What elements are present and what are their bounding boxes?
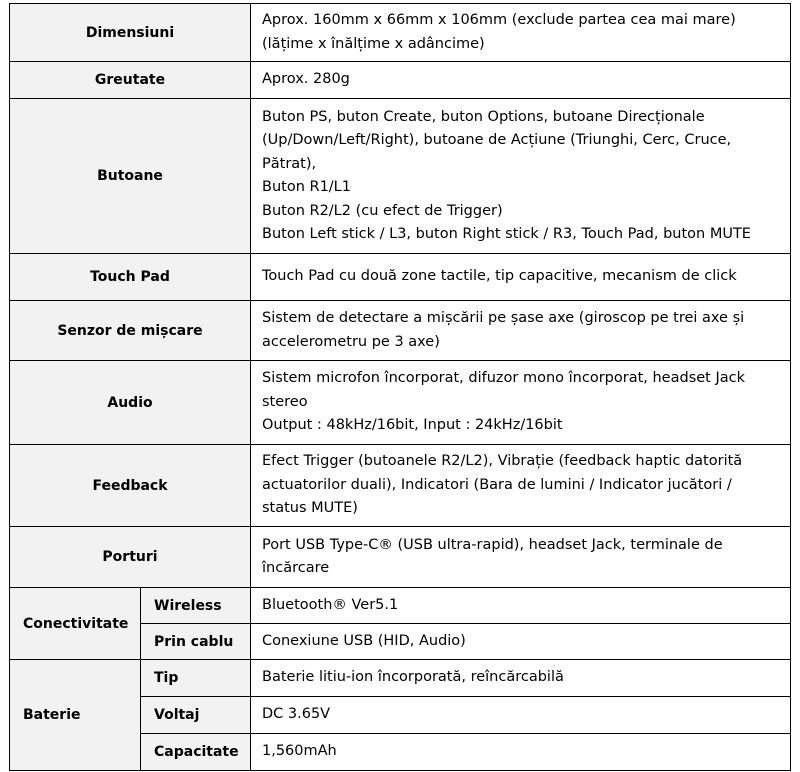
label-wireless: Wireless	[141, 588, 251, 624]
label-tip: Tip	[141, 660, 251, 697]
value-line: Efect Trigger (butoanele R2/L2), Vibrație (feedback haptic datorită	[262, 453, 743, 470]
label-dimensiuni: Dimensiuni	[10, 4, 251, 62]
row-butoane	[10, 99, 791, 254]
row-baterie-tip	[10, 660, 791, 697]
label-prin-cablu: Prin cablu	[141, 624, 251, 660]
value-porturi	[251, 527, 791, 588]
label-feedback: Feedback	[10, 445, 251, 527]
value-line: Buton R2/L2 (cu efect de Trigger)	[262, 202, 503, 219]
value-wireless: Bluetooth® Ver5.1	[251, 588, 791, 624]
value-line: actuatorilor duali), Indicatori (Bara de lumini / Indicator jucători /	[262, 476, 732, 493]
label-audio: Audio	[10, 361, 251, 445]
value-line: Sistem microfon încorporat, difuzor mono încorporat, headset Jack	[262, 370, 745, 387]
value-voltaj: DC 3.65V	[251, 697, 791, 734]
row-porturi	[10, 527, 791, 588]
value-line: Aprox. 280g	[262, 71, 350, 88]
label-voltaj: Voltaj	[141, 697, 251, 734]
label-greutate: Greutate	[10, 62, 251, 99]
value-line: încărcare	[262, 560, 330, 576]
value-audio	[251, 361, 791, 445]
value-line: Sistem de detectare a mișcării pe șase axe (giroscop pe trei axe și	[262, 310, 745, 326]
row-dimensiuni	[10, 4, 791, 62]
value-line: status MUTE)	[262, 500, 358, 517]
value-line: Port USB Type-C® (USB ultra-rapid), headset Jack, terminale de	[262, 536, 723, 553]
label-baterie: Baterie	[10, 660, 141, 771]
label-butoane: Butoane	[10, 99, 251, 254]
value-tip: Baterie litiu-ion încorporată, reîncărcabilă	[251, 660, 791, 697]
row-greutate	[10, 62, 791, 99]
value-line: Buton R1/L1	[262, 179, 351, 195]
row-audio	[10, 361, 791, 445]
row-feedback	[10, 445, 791, 527]
row-senzor	[10, 301, 791, 361]
value-dimensiuni	[251, 4, 791, 62]
row-touch-pad	[10, 254, 791, 301]
value-feedback	[251, 445, 791, 527]
value-line: Output : 48kHz/16bit, Input : 24kHz/16bit	[262, 417, 563, 434]
value-greutate	[251, 62, 791, 99]
row-conectivitate-wireless	[10, 588, 791, 624]
value-line: Buton Left stick / L3, buton Right stick / R3, Touch Pad, buton MUTE	[262, 226, 751, 242]
value-line: Pătrat),	[262, 155, 317, 172]
spec-table	[9, 3, 791, 771]
label-senzor: Senzor de mișcare	[10, 301, 251, 361]
label-porturi: Porturi	[10, 527, 251, 588]
label-capacitate: Capacitate	[141, 734, 251, 771]
value-line: Buton PS, buton Create, buton Options, butoane Direcționale	[262, 108, 705, 125]
value-capacitate: 1,560mAh	[251, 734, 791, 771]
value-line: Aprox. 160mm x 66mm x 106mm (exclude partea cea mai mare)	[262, 12, 736, 28]
value-senzor	[251, 301, 791, 361]
value-line: (Up/Down/Left/Right), butoane de Acțiune (Triunghi, Cerc, Cruce,	[262, 132, 732, 148]
label-conectivitate: Conectivitate	[10, 588, 141, 660]
value-line: accelerometru pe 3 axe)	[262, 333, 440, 350]
value-line: (lățime x înălțime x adâncime)	[262, 35, 485, 52]
value-prin-cablu: Conexiune USB (HID, Audio)	[251, 624, 791, 660]
value-butoane	[251, 99, 791, 254]
value-line: stereo	[262, 393, 308, 410]
label-touch-pad: Touch Pad	[10, 254, 251, 301]
value-line: Touch Pad cu două zone tactile, tip capacitive, mecanism de click	[262, 268, 737, 285]
value-touch-pad	[251, 254, 791, 301]
